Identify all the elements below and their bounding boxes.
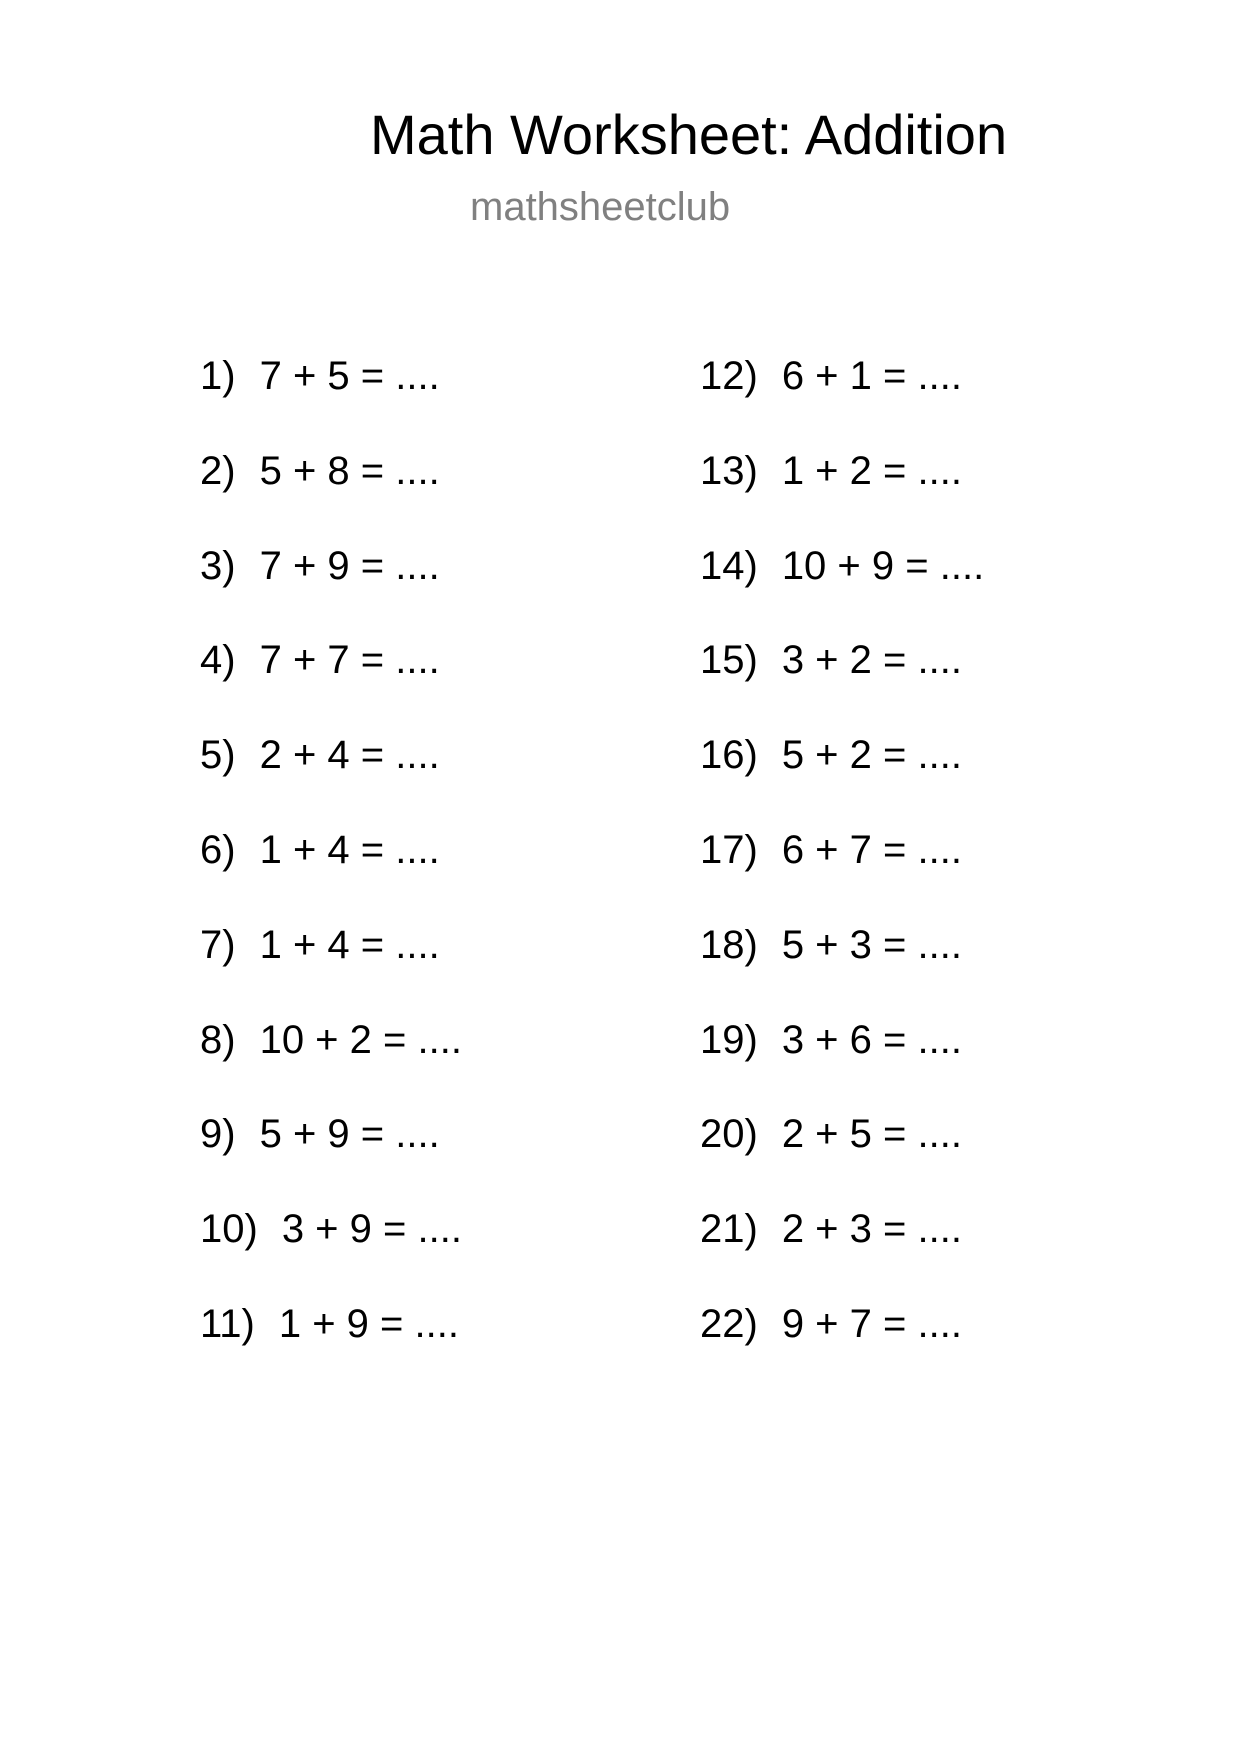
problem-14 [700,542,984,637]
problem-22 [700,1300,984,1395]
problem-expression: 3 + 6 = .... [781,1017,962,1062]
problem-expression: 6 + 7 = .... [781,827,962,872]
problem-4 [200,636,462,731]
problem-number: 2) [200,448,236,493]
problem-12 [700,352,984,447]
problem-column-left [200,352,462,1395]
problem-number: 18) [700,922,758,967]
problem-number: 19) [700,1017,758,1062]
problem-expression: 7 + 5 = .... [259,354,440,398]
problem-13 [700,447,984,542]
problem-number: 4) [200,638,236,683]
problem-number: 22) [700,1301,758,1346]
problem-number: 9) [200,1112,236,1157]
problem-column-right [700,352,984,1395]
problem-9 [200,1110,462,1205]
problem-number: 20) [700,1112,758,1157]
problem-expression: 1 + 2 = .... [781,448,962,493]
problem-20 [700,1110,984,1205]
page-subtitle: mathsheetclub [470,185,731,229]
problem-expression: 5 + 3 = .... [781,922,962,967]
problem-expression: 5 + 8 = .... [259,448,440,493]
problem-expression: 6 + 1 = .... [781,354,962,398]
problem-6 [200,826,462,921]
problem-number: 8) [200,1017,236,1062]
problem-number: 14) [700,543,758,588]
problem-number: 11) [200,1301,255,1346]
problem-expression: 1 + 4 = .... [259,922,440,967]
problem-expression: 3 + 2 = .... [781,638,962,683]
problem-7 [200,921,462,1016]
problem-number: 15) [700,638,758,683]
problem-expression: 1 + 9 = .... [278,1301,459,1346]
problem-expression: 7 + 7 = .... [259,638,440,683]
problem-number: 10) [200,1207,258,1252]
problem-expression: 9 + 7 = .... [781,1301,962,1346]
problem-number: 6) [200,827,236,872]
problem-number: 12) [700,354,758,398]
problem-21 [700,1205,984,1300]
problem-number: 21) [700,1207,758,1252]
page-title: Math Worksheet: Addition [370,103,1008,166]
problem-expression: 10 + 2 = .... [259,1017,462,1062]
problem-number: 3) [200,543,236,588]
problem-17 [700,826,984,921]
problem-number: 7) [200,922,236,967]
problem-number: 16) [700,733,758,778]
problem-expression: 2 + 4 = .... [259,733,440,778]
problem-expression: 1 + 4 = .... [259,827,440,872]
problem-expression: 7 + 9 = .... [259,543,440,588]
problem-3 [200,542,462,637]
problem-19 [700,1016,984,1111]
problem-expression: 5 + 9 = .... [259,1112,440,1157]
problem-expression: 3 + 9 = .... [281,1207,462,1252]
problem-1 [200,352,462,447]
problem-number: 17) [700,827,758,872]
problem-15 [700,636,984,731]
problem-2 [200,447,462,542]
problem-10 [200,1205,462,1300]
problem-11 [200,1300,462,1395]
problem-5 [200,731,462,826]
problem-expression: 2 + 5 = .... [781,1112,962,1157]
problem-number: 5) [200,733,236,778]
problem-18 [700,921,984,1016]
problem-number: 1) [200,354,236,398]
problem-16 [700,731,984,826]
problem-expression: 10 + 9 = .... [781,543,985,588]
problem-8 [200,1016,462,1111]
problem-expression: 2 + 3 = .... [781,1207,962,1252]
problem-number: 13) [700,448,758,493]
problem-expression: 5 + 2 = .... [781,733,962,778]
